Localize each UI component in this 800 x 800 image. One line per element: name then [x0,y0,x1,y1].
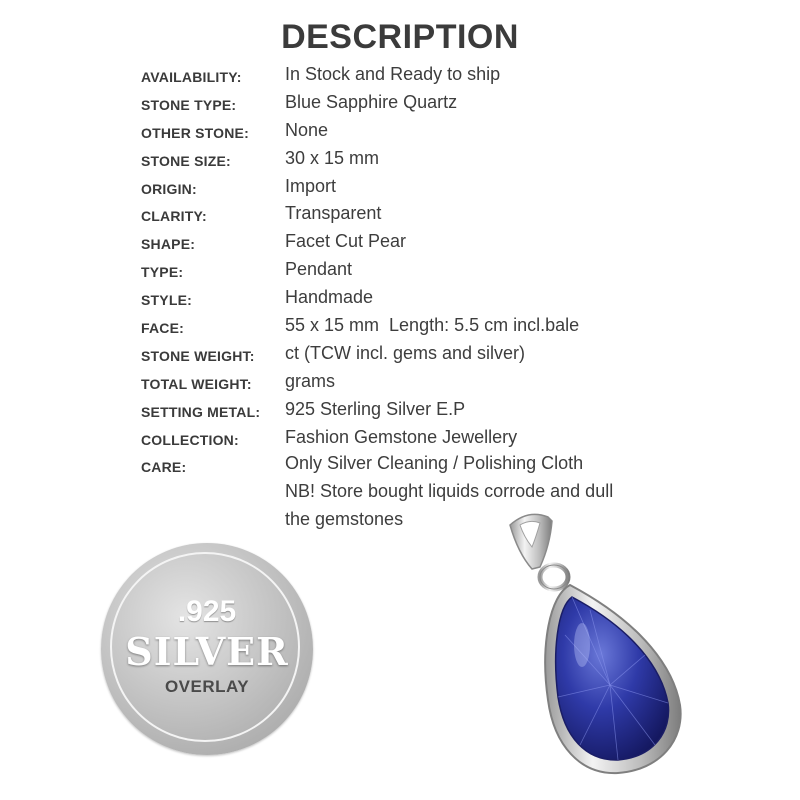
spec-label: STONE TYPE: [141,96,237,113]
spec-row-availability [141,62,701,90]
badge-purity: .925 [177,595,237,628]
spec-label: OTHER STONE: [141,124,249,141]
spec-label: FACE: [141,320,184,337]
spec-label: SETTING METAL: [141,403,261,420]
spec-label: TOTAL WEIGHT: [141,375,252,392]
spec-row-collection [141,425,701,453]
badge-finish: OVERLAY [164,677,250,696]
page-title: DESCRIPTION [281,18,519,56]
spec-row-setting-metal [141,397,701,425]
gem-highlight [574,623,590,667]
spec-label: SHAPE: [141,236,196,253]
spec-value: 925 Sterling Silver E.P [285,398,466,419]
spec-value: Pendant [285,259,353,280]
badge-metal: SILVER [125,629,289,674]
spec-label: ORIGIN: [141,180,197,197]
spec-label: STONE WEIGHT: [141,347,255,364]
spec-row-face [141,313,701,341]
spec-value: ct (TCW incl. gems and silver) [285,342,526,363]
silver-overlay-badge [101,543,313,755]
spec-label: COLLECTION: [141,431,239,448]
spec-value: Blue Sapphire Quartz [285,91,458,112]
pendant-image [470,505,700,790]
spec-label: CLARITY: [141,208,207,225]
spec-value: In Stock and Ready to ship [285,64,501,84]
spec-value: 30 x 15 mm [285,147,380,168]
spec-value: Transparent [285,203,382,224]
care-line-3: the gemstones [285,509,404,530]
care-line-1: Only Silver Cleaning / Polishing Cloth [285,453,584,474]
spec-row-care [141,452,701,530]
spec-row-other-stone [141,118,701,146]
spec-value: 55 x 15 mm Length: 5.5 cm incl.bale [285,315,580,336]
spec-row-type [141,257,701,285]
spec-row-style [141,285,701,313]
spec-row-clarity [141,201,701,229]
spec-row-stone-size [141,146,701,174]
spec-label: CARE: [141,459,187,476]
spec-value: Import [285,175,337,196]
spec-row-shape [141,229,701,257]
spec-value: Fashion Gemstone Jewellery [285,426,518,447]
spec-table [141,62,701,530]
spec-row-total-weight [141,369,701,397]
spec-row-stone-type [141,90,701,118]
spec-label: STONE SIZE: [141,152,231,169]
spec-label: TYPE: [141,264,184,281]
spec-value: None [285,119,329,140]
spec-value: grams [285,370,336,391]
spec-label: STYLE: [141,292,192,309]
spec-value: Handmade [285,287,374,308]
care-line-2: NB! Store bought liquids corrode and dull [285,481,614,502]
spec-row-origin [141,174,701,202]
spec-value: Facet Cut Pear [285,231,407,252]
spec-row-stone-weight [141,341,701,369]
spec-label: AVAILABILITY: [141,69,242,85]
